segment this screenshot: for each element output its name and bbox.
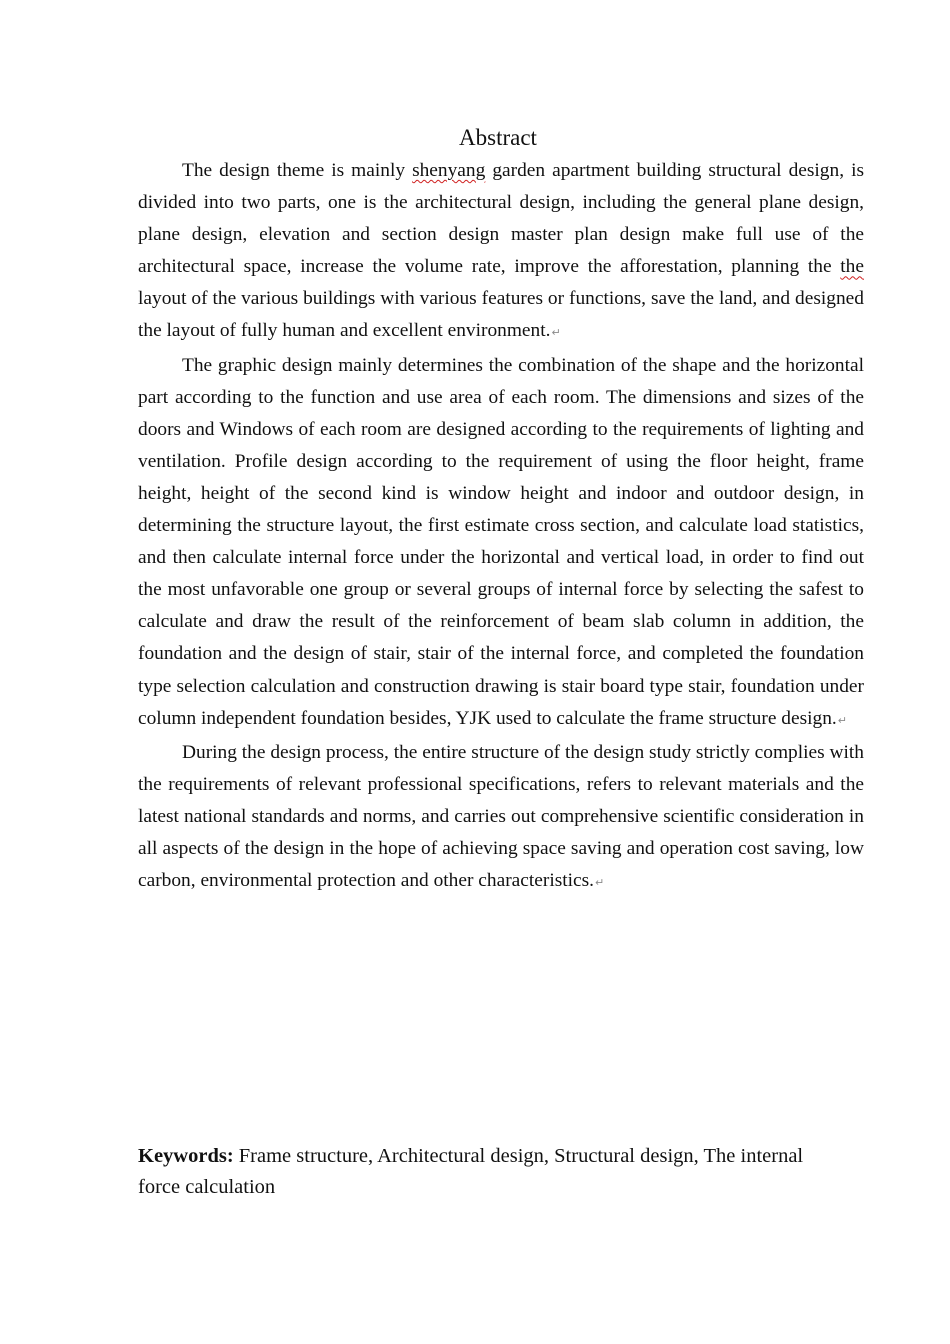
paragraph-1-text-b: garden apartment building structural design, is divided into two parts, one is the architectural design, including the general plane design, plane design, elevation and section design master plan design make full use of the architectural space, increase the volume rate, improve the afforestation, planning the bbox=[138, 160, 864, 278]
paragraph-2 bbox=[138, 350, 864, 737]
paragraph-2-text: The graphic design mainly determines the combination of the shape and the horizontal part according to the function and use area of each room. The dimensions and sizes of the doors and Windows of each room are designed according to the requirements of lighting and ventilation. Profile design according to the requirement of using the floor height, frame height, height of the second kind is window height and indoor and outdoor design, in determining the structure layout, the first estimate cross section, and calculate load statistics, and then calculate internal force under the horizontal and vertical load, in order to find out the most unfavorable one group or several groups of internal force by selecting the safest to calculate and draw the result of the reinforcement of beam slab column in addition, the foundation and the design of stair, stair of the internal force, and completed the foundation type selection calculation and construction drawing is stair board type stair, foundation under column independent foundation besides, YJK used to calculate the frame structure design. bbox=[138, 354, 864, 729]
spellcheck-marked-word: shenyang bbox=[412, 160, 486, 181]
paragraph-return-icon: ↵ bbox=[595, 876, 605, 890]
paragraph-1-text-c: layout of the various buildings with various features or functions, save the land, and designed the layout of fully human and excellent environment. bbox=[138, 288, 864, 342]
paragraph-1-text-a: The design theme is mainly bbox=[182, 160, 413, 181]
abstract-body bbox=[138, 155, 864, 899]
abstract-title: Abstract bbox=[459, 125, 537, 150]
spellcheck-marked-word: the bbox=[840, 256, 864, 278]
paragraph-3 bbox=[138, 737, 864, 899]
paragraph-1 bbox=[138, 155, 864, 350]
paragraph-return-icon: ↵ bbox=[837, 713, 847, 727]
paragraph-return-icon: ↵ bbox=[551, 326, 561, 340]
paragraph-3-text: During the design process, the entire structure of the design study strictly complies with the requirements of relevant professional specifications, refers to relevant materials and the latest national standards and norms, and carries out comprehensive scientific consideration in all aspects of the design in the hope of achieving space saving and operation cost saving, low carbon, environmental protection and other characteristics. bbox=[138, 741, 864, 892]
keywords-text: Frame structure, Architectural design, Structural design, The internal force calculation bbox=[138, 1145, 804, 1198]
keywords-line bbox=[138, 1141, 818, 1203]
keywords-label: Keywords: bbox=[138, 1145, 234, 1167]
